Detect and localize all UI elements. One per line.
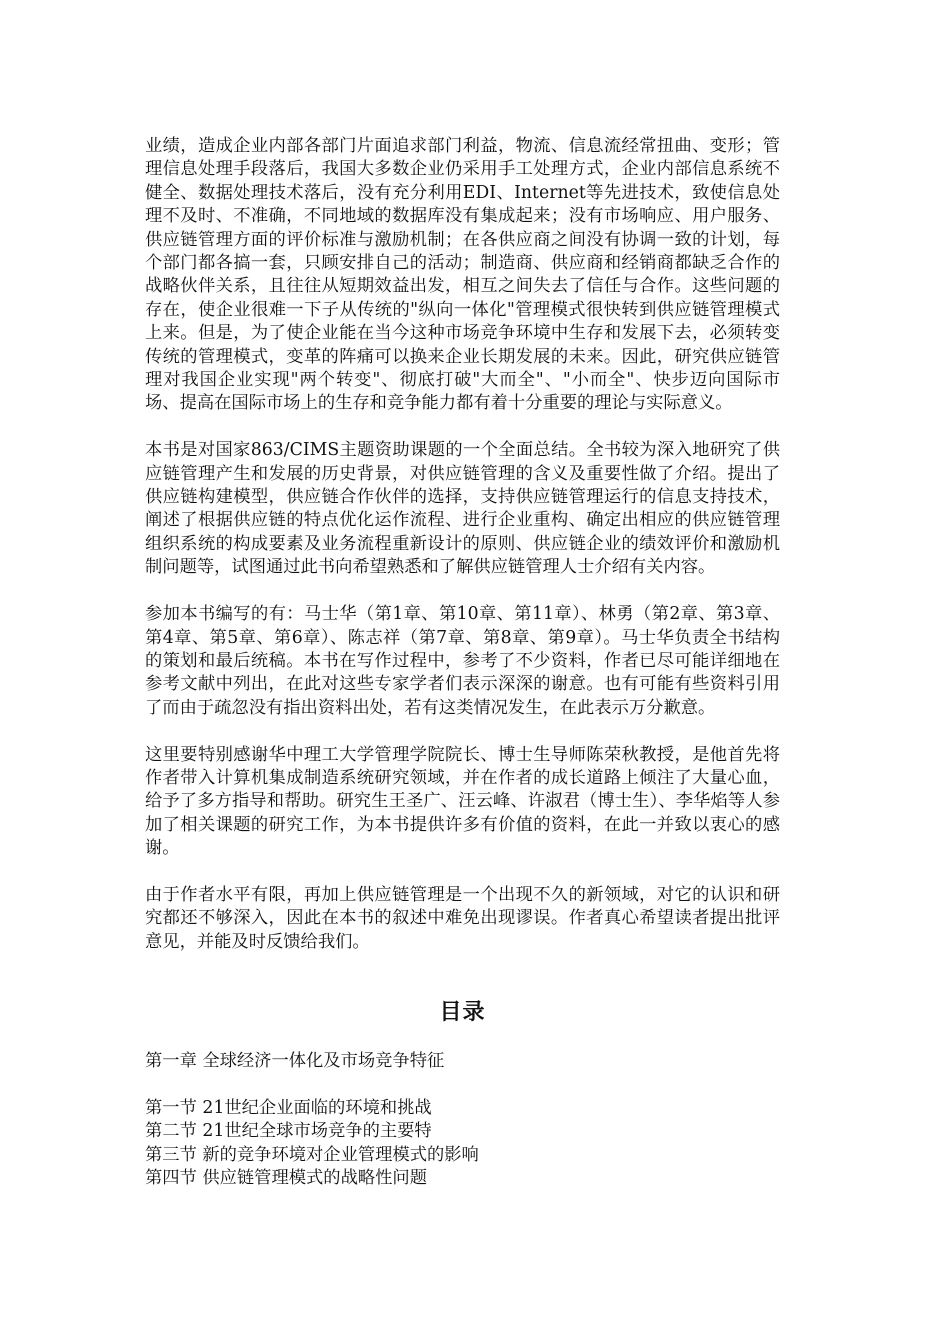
preface-paragraph-4: 这里要特别感谢华中理工大学管理学院院长、博士生导师陈荣秋教授，是他首先将作者带入计算机集成制造系统研究领域，并在作者的成长道路上倾注了大量心血，给予了多方指导和帮助。研究生王圣广、汪云峰、许淑君（博士生）、李华焰等人参加了相关课题的研究工作，为本书提供许多有价值的资料，在此一并致以衷心的感谢。 [145,744,780,859]
toc-section-list [145,1097,780,1191]
document-page [145,135,780,1191]
toc-section-item: 第三节 新的竞争环境对企业管理模式的影响 [145,1144,479,1165]
table-of-contents [145,998,780,1190]
preface-paragraph-2: 本书是对国家863/CIMS主题资助课题的一个全面总结。全书较为深入地研究了供应链管理产生和发展的历史背景，对供应链管理的含义及重要性做了介绍。提出了供应链构建模型，供应链合作伙伴的选择，支持供应链管理运行的信息支持技术，阐述了根据供应链的特点优化运作流程、进行企业重构、确定出相应的供应链管理组织系统的构成要素及业务流程重新设计的原则、供应链企业的绩效评价和激励机制问题等，试图通过此书向希望熟悉和了解供应链管理人士介绍有关内容。 [145,440,780,578]
toc-title: 目录 [439,999,486,1026]
preface-paragraph-1: 业绩，造成企业内部各部门片面追求部门利益，物流、信息流经常扭曲、变形；管理信息处理手段落后，我国大多数企业仍采用手工处理方式，企业内部信息系统不健全、数据处理技术落后，没有充分利用EDI、Internet等先进技术，致使信息处理不及时、不准确，不同地域的数据库没有集成起来；没有市场响应、用户服务、供应链管理方面的评价标准与激励机制；在各供应商之间没有协调一致的计划，每个部门都各搞一套，只顾安排自己的活动；制造商、供应商和经销商都缺乏合作的战略伙伴关系，且往往从短期效益出发，相互之间失去了信任与合作。这些问题的存在，使企业很难一下子从传统的"纵向一体化"管理模式很快转到供应链管理模式上来。但是，为了使企业能在当今这种市场竞争环境中生存和发展下去，必须转变传统的管理模式，变革的阵痛可以换来企业长期发展的未来。因此，研究供应链管理对我国企业实现"两个转变"、彻底打破"大而全"、"小而全"、快步迈向国际市场、提高在国际市场上的生存和竞争能力都有着十分重要的理论与实际意义。 [145,136,780,414]
toc-section-item: 第二节 21世纪全球市场竞争的主要特 [145,1121,432,1142]
preface-paragraph-3: 参加本书编写的有：马士华（第1章、第10章、第11章）、林勇（第2章、第3章、第4章、第5章、第6章）、陈志祥（第7章、第8章、第9章）。马士华负责全书结构的策划和最后统稿。本书在写作过程中，参考了不少资料，作者已尽可能详细地在参考文献中列出，在此对这些专家学者们表示深深的谢意。也有可能有些资料引用了而由于疏忽没有指出资料出处，若有这类情况发生，在此表示万分歉意。 [145,604,780,718]
toc-chapter-1: 第一章 全球经济一体化及市场竞争特征 [145,1051,445,1072]
preface-section [145,135,780,954]
toc-section-item: 第一节 21世纪企业面临的环境和挑战 [145,1097,432,1118]
toc-section-item: 第四节 供应链管理模式的战略性问题 [145,1168,427,1189]
preface-paragraph-5: 由于作者水平有限，再加上供应链管理是一个出现不久的新领域，对它的认识和研究都还不够深入，因此在本书的叙述中难免出现谬误。作者真心希望读者提出批评意见，并能及时反馈给我们。 [145,884,780,952]
